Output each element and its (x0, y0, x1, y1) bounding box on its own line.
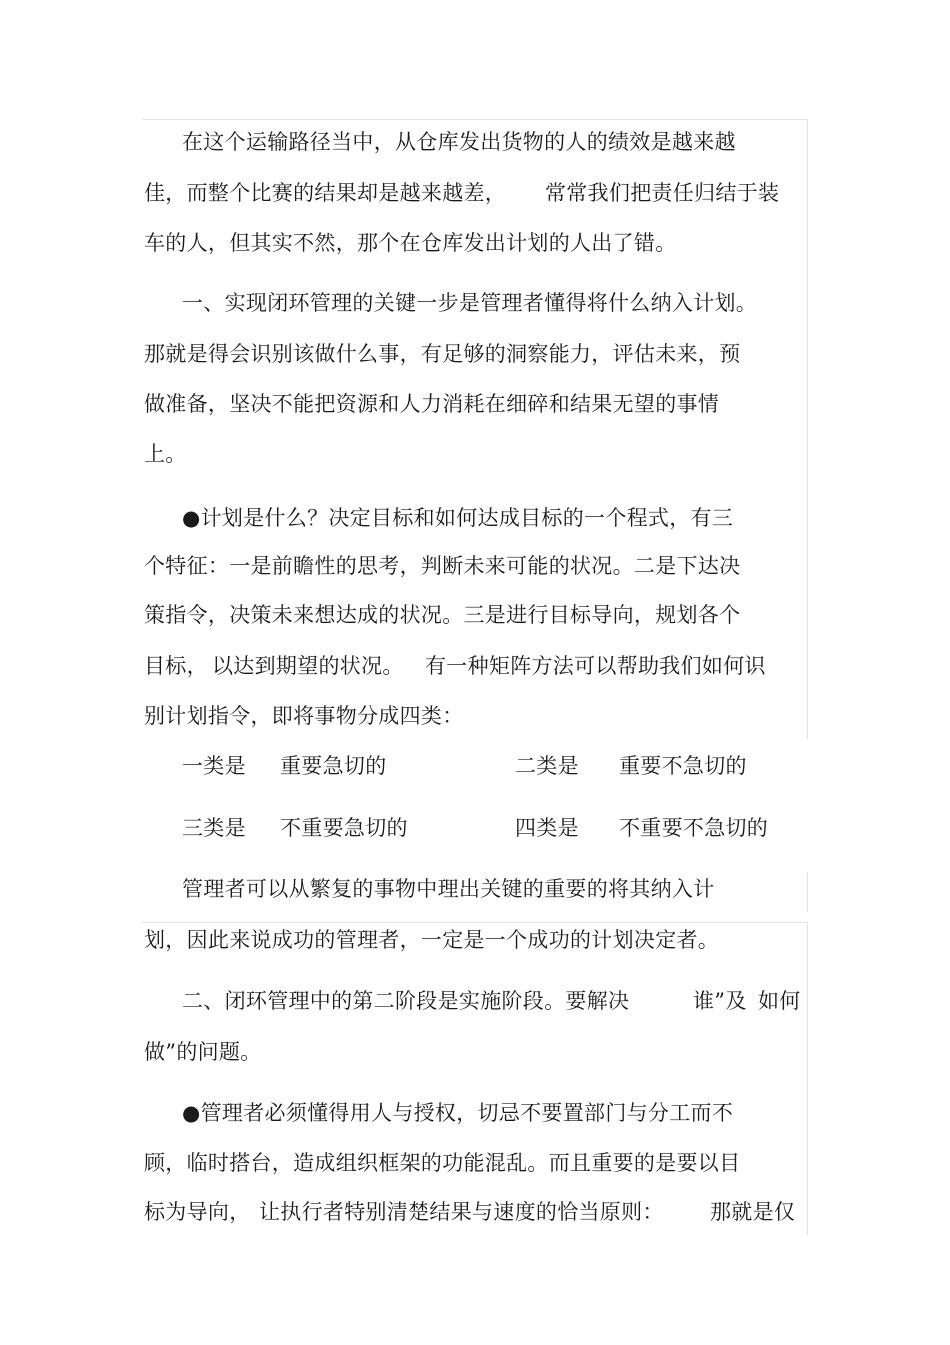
matrix-label: 四类是 (515, 816, 579, 840)
text-frame-bottom (142, 922, 808, 1235)
paragraph-line: 个特征：一是前瞻性的思考，判断未来可能的状况。二是下达决 (144, 554, 741, 578)
text-frame-top (142, 119, 808, 739)
paragraph-line: 做准备，坚决不能把资源和人力消耗在细碎和结果无望的事情 (144, 392, 720, 416)
paragraph-line: 车的人，但其实不然，那个在仓库发出计划的人出了错。 (144, 231, 677, 255)
paragraph-line: 划，因此来说成功的管理者，一定是一个成功的计划决定者。 (144, 928, 720, 952)
paragraph-line: 那就是仅 (710, 1200, 796, 1224)
paragraph-line: ●管理者必须懂得用人与授权，切忌不要置部门与分工而不 (182, 1101, 734, 1125)
paragraph-line: 管理者可以从繁复的事物中理出关键的重要的将其纳入计 (182, 877, 715, 901)
paragraph-line: 如何 (758, 989, 801, 1013)
paragraph-line: 佳，而整个比赛的结果却是越来越差， (144, 181, 507, 205)
paragraph-line: 二、闭环管理中的第二阶段是实施阶段。要解决 (182, 989, 630, 1013)
paragraph-line: 上。 (144, 442, 187, 466)
paragraph-line: 顾，临时搭台，造成组织框架的功能混乱。而且重要的是要以目 (144, 1151, 741, 1175)
paragraph-line: 策指令，决策未来想达成的状况。三是进行目标导向，规划各个 (144, 603, 741, 627)
matrix-value: 重要不急切的 (619, 754, 747, 778)
matrix-label: 一类是 (182, 754, 246, 778)
matrix-value: 不重要急切的 (280, 816, 408, 840)
paragraph-line: 做”的问题。 (144, 1040, 262, 1064)
paragraph-line: 以达到期望的状况。 (212, 654, 404, 678)
paragraph-line: 那就是得会识别该做什么事，有足够的洞察能力，评估未来，预 (144, 342, 741, 366)
paragraph-line: 谁”及 (693, 989, 747, 1013)
paragraph-line: 让执行者特别清楚结果与速度的恰当原则： (259, 1200, 664, 1224)
matrix-label: 二类是 (515, 754, 579, 778)
paragraph-line: ●计划是什么？决定目标和如何达成目标的一个程式，有三 (182, 506, 734, 530)
paragraph-line: 标为导向， (144, 1200, 251, 1224)
paragraph-line: 别计划指令，即将事物分成四类： (144, 704, 464, 728)
paragraph-line: 在这个运输路径当中，从仓库发出货物的人的绩效是越来越 (182, 130, 736, 154)
paragraph-line: 有一种矩阵方法可以帮助我们如何识 (425, 654, 766, 678)
paragraph-line: 常常我们把责任归结于装 (545, 181, 780, 205)
matrix-value: 重要急切的 (280, 754, 387, 778)
paragraph-line: 目标， (144, 654, 208, 678)
matrix-label: 三类是 (182, 816, 246, 840)
paragraph-line: 一、实现闭环管理的关键一步是管理者懂得将什么纳入计划。 (182, 291, 758, 315)
matrix-value: 不重要不急切的 (619, 816, 769, 840)
